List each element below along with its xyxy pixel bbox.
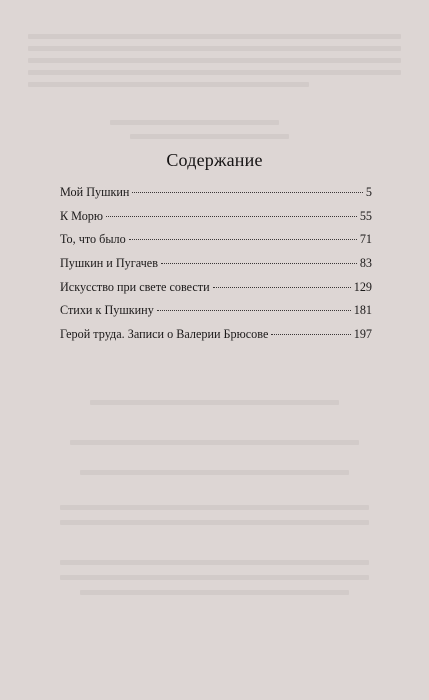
toc-entry-title: Мой Пушкин [60,185,130,199]
toc-heading: Содержание [166,150,263,170]
toc-entry[interactable] [60,209,372,233]
toc-entry-title: Пушкин и Пугачев [60,256,158,271]
toc-entry-title: То, что было [60,232,126,247]
dot-leader [129,239,357,240]
dot-leader [161,263,357,264]
toc-entry-title: Стихи к Пушкину [60,303,154,318]
table-of-contents [60,185,372,351]
dot-leader [213,287,351,288]
toc-entry-page: 5 [365,185,372,199]
toc-entry-page: 83 [359,256,372,271]
toc-entry-title: К Морю [60,208,104,223]
toc-entry-title: Герой труда. Записи о Валерии Брюсове [60,327,269,342]
dot-leader [106,216,357,217]
toc-entry[interactable] [60,232,372,256]
toc-entry-page: 129 [353,279,372,294]
toc-entry-title: Искусство при свете совести [60,279,210,294]
toc-entry[interactable] [60,303,372,327]
toc-entry[interactable] [60,327,372,351]
toc-entry-page: 55 [359,208,372,223]
toc-entry[interactable] [60,185,372,209]
dot-leader [132,192,362,193]
dot-leader [271,334,350,335]
toc-entry-page: 181 [353,303,372,318]
toc-entry-page: 197 [353,327,372,342]
toc-entry-page: 71 [359,232,372,247]
toc-entry[interactable] [60,280,372,304]
dot-leader [157,310,351,311]
toc-entry[interactable] [60,256,372,280]
